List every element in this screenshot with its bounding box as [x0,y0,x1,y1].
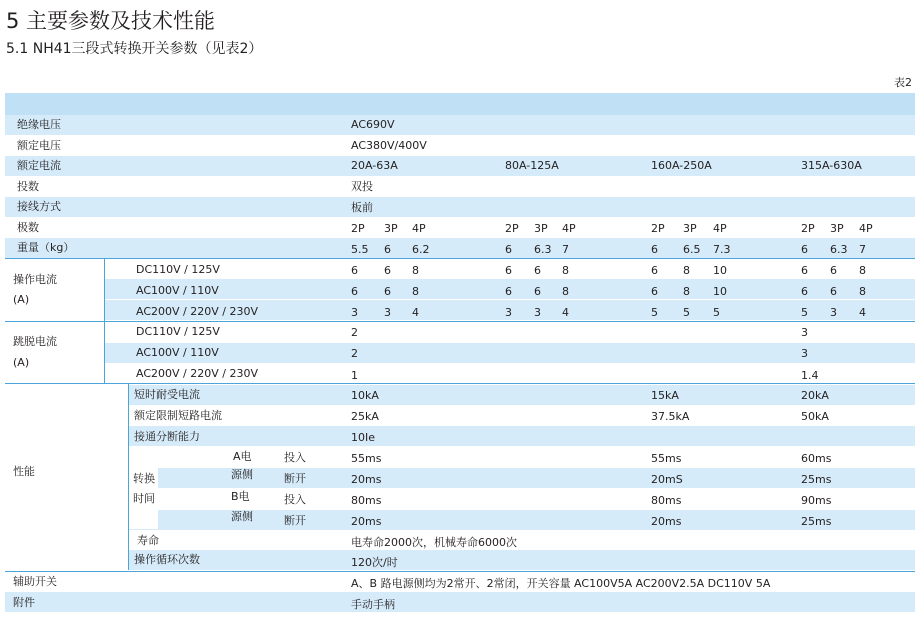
label-a-power: A电 [233,450,252,463]
pole-2p: 2P [351,222,365,235]
time-c: 20mS [651,473,683,486]
label-trip-current-unit: (A) [13,356,30,369]
label-make-break: 接通分断能力 [134,430,200,443]
label-performance: 性能 [13,465,35,478]
op-value: 4 [859,306,866,319]
pole-4p: 4P [859,222,873,235]
weight-value: 7 [859,243,866,256]
time-c: 55ms [651,452,682,465]
op-value: 6 [351,264,358,277]
trip-value-a: 1 [351,369,358,382]
op-sub-ac100: AC100V / 110V [136,284,219,297]
value-short-time-a: 10kA [351,389,379,402]
divider [104,259,105,383]
time-a: 20ms [351,515,382,528]
value-make-break: 10Ie [351,431,376,444]
op-value: 4 [562,306,569,319]
time-a: 20ms [351,473,382,486]
label-insulation: 绝缘电压 [17,118,61,131]
label-off: 断开 [284,472,306,485]
label-trip-current: 跳脱电流 [13,335,57,348]
divider [128,384,129,570]
section-title: 5 主要参数及技术性能 [6,9,216,33]
pole-3p: 3P [534,222,548,235]
trip-value-b: 3 [801,347,808,360]
value-limit-short-a: 25kA [351,410,379,423]
op-value: 6 [801,264,808,277]
label-limit-short: 额定限制短路电流 [134,409,222,422]
value-cycles: 120次/时 [351,556,398,569]
time-d: 25ms [801,515,832,528]
table-header-band [5,93,915,115]
pole-4p: 4P [713,222,727,235]
label-op-current-unit: (A) [13,293,30,306]
weight-value: 6 [651,243,658,256]
weight-value: 6 [384,243,391,256]
value-rated-current-2: 80A-125A [505,159,559,172]
value-rated-voltage: AC380V/400V [351,139,427,152]
op-value: 8 [859,264,866,277]
time-d: 60ms [801,452,832,465]
label-rated-current: 额定电流 [17,159,61,172]
op-value: 5 [683,306,690,319]
op-value: 6 [534,285,541,298]
row-band [5,197,915,217]
pole-2p: 2P [801,222,815,235]
value-limit-short-d: 50kA [801,410,829,423]
label-throws: 投数 [17,180,39,193]
time-c: 80ms [651,494,682,507]
time-d: 90ms [801,494,832,507]
divider [5,258,915,259]
weight-value: 5.5 [351,243,369,256]
op-value: 4 [412,306,419,319]
op-value: 3 [830,306,837,319]
label-weight: 重量（kg） [17,241,75,254]
pole-4p: 4P [562,222,576,235]
op-value: 6 [384,285,391,298]
label-b-power: B电 [231,490,250,503]
label-wiring: 接线方式 [17,200,61,213]
pole-3p: 3P [384,222,398,235]
row-band [5,238,915,258]
row-band [5,592,915,612]
value-throws: 双投 [351,180,373,193]
op-value: 6 [830,264,837,277]
label-aux-switch: 辅助开关 [13,575,57,588]
label-on: 投入 [284,493,306,506]
value-accessory: 手动手柄 [351,598,395,611]
op-value: 6 [505,264,512,277]
label-life: 寿命 [137,534,159,547]
op-value: 6 [351,285,358,298]
op-value: 5 [651,306,658,319]
subsection-title: 5.1 NH41三段式转换开关参数（见表2） [6,41,263,57]
time-c: 20ms [651,515,682,528]
label-cycles: 操作循环次数 [134,553,200,566]
trip-sub-ac200: AC200V / 220V / 230V [136,367,258,380]
op-value: 8 [412,285,419,298]
op-value: 6 [384,264,391,277]
op-value: 8 [562,285,569,298]
op-value: 6 [651,285,658,298]
value-short-time-d: 20kA [801,389,829,402]
op-value: 8 [683,285,690,298]
op-value: 6 [534,264,541,277]
pole-3p: 3P [683,222,697,235]
weight-value: 6.3 [534,243,552,256]
op-value: 6 [830,285,837,298]
value-limit-short-c: 37.5kA [651,410,690,423]
trip-value-a: 2 [351,347,358,360]
value-rated-current-4: 315A-630A [801,159,862,172]
op-value: 5 [713,306,720,319]
label-rated-voltage: 额定电压 [17,139,61,152]
op-value: 8 [412,264,419,277]
label-short-time: 短时耐受电流 [134,388,200,401]
op-value: 3 [534,306,541,319]
row-band [5,156,915,176]
label-poles: 极数 [17,221,39,234]
op-value: 3 [505,306,512,319]
trip-value-a: 2 [351,326,358,339]
time-a: 80ms [351,494,382,507]
trip-sub-dc110: DC110V / 125V [136,325,220,338]
label-off: 断开 [284,514,306,527]
weight-value: 6.5 [683,243,701,256]
op-value: 8 [562,264,569,277]
table-number: 表2 [894,76,912,89]
divider [5,571,915,572]
weight-value: 6 [801,243,808,256]
weight-value: 6 [505,243,512,256]
op-sub-dc110: DC110V / 125V [136,263,220,276]
label-source-side: 源侧 [231,510,253,523]
op-value: 8 [683,264,690,277]
weight-value: 7 [562,243,569,256]
value-rated-current-1: 20A-63A [351,159,398,172]
trip-sub-ac100: AC100V / 110V [136,346,219,359]
pole-3p: 3P [830,222,844,235]
label-op-current: 操作电流 [13,273,57,286]
trip-value-b: 3 [801,326,808,339]
op-value: 10 [713,285,727,298]
label-source-side: 源侧 [231,468,253,481]
op-value: 6 [651,264,658,277]
value-wiring: 板前 [351,201,373,214]
value-insulation: AC690V [351,118,395,131]
op-value: 5 [801,306,808,319]
op-sub-ac200: AC200V / 220V / 230V [136,305,258,318]
transfer-label-cell [128,447,158,529]
label-transfer: 转换 [133,472,155,485]
trip-value-b: 1.4 [801,369,819,382]
value-short-time-c: 15kA [651,389,679,402]
row-band [5,115,915,135]
divider [5,321,915,322]
op-value: 6 [505,285,512,298]
pole-2p: 2P [651,222,665,235]
pole-4p: 4P [412,222,426,235]
value-aux-switch: A、B 路电源侧均为2常开、2常闭，开关容量 AC100V5A AC200V2.5A DC110V 5A [351,577,771,590]
op-value: 10 [713,264,727,277]
time-d: 25ms [801,473,832,486]
weight-value: 7.3 [713,243,731,256]
value-life: 电寿命2000次，机械寿命6000次 [351,536,517,549]
value-rated-current-3: 160A-250A [651,159,712,172]
weight-value: 6.3 [830,243,848,256]
op-value: 8 [859,285,866,298]
op-value: 6 [801,285,808,298]
weight-value: 6.2 [412,243,430,256]
divider [5,383,915,384]
label-time: 时间 [133,492,155,505]
label-on: 投入 [284,451,306,464]
time-a: 55ms [351,452,382,465]
pole-2p: 2P [505,222,519,235]
op-value: 3 [384,306,391,319]
op-value: 3 [351,306,358,319]
label-accessory: 附件 [13,596,35,609]
